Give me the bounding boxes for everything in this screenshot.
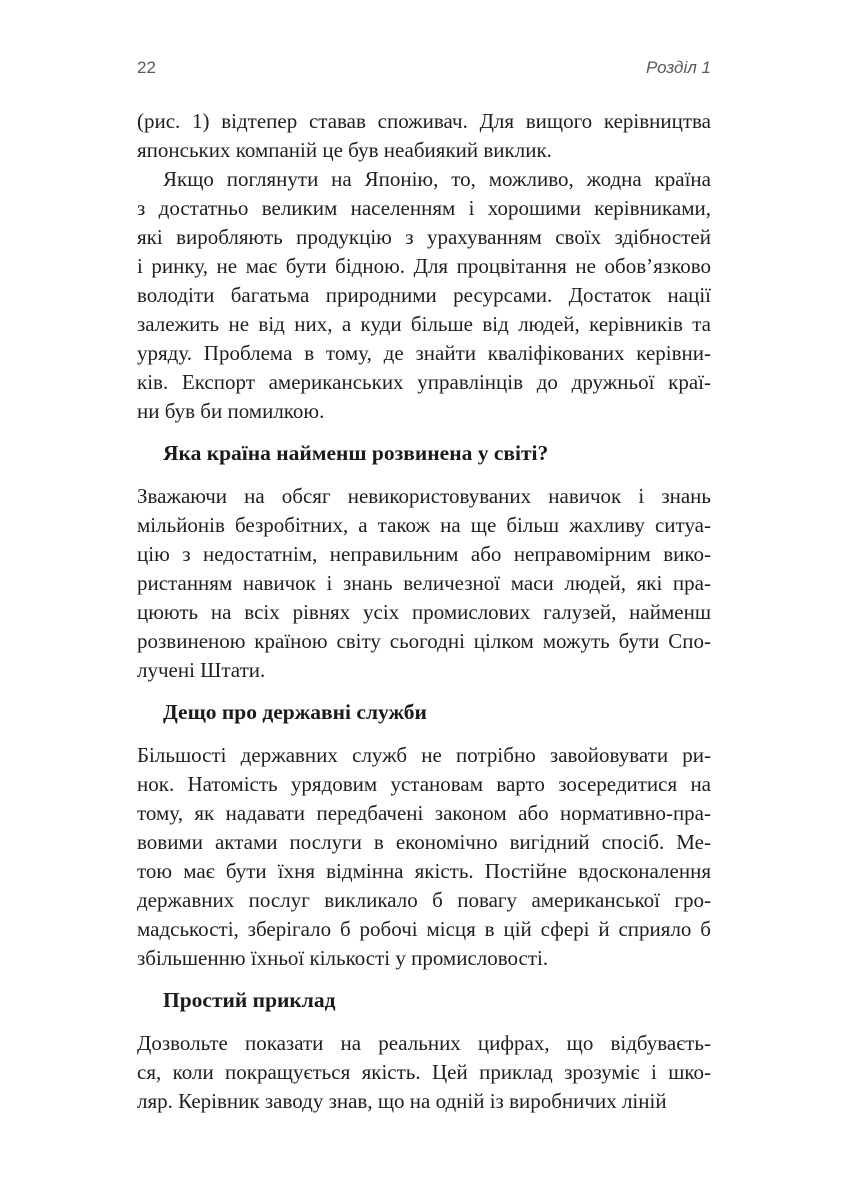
paragraph-line: ся, коли покращується якість. Цей приклад зрозуміє і шко- [137,1060,711,1084]
paragraph-line: тою має бути їхня відмінна якість. Постійне вдосконалення [137,859,711,883]
paragraph-line: мадськості, зберігало б робочі місця в цій сфері й сприяло б [137,917,711,941]
section-heading: Дещо про державні служби [163,700,427,724]
section-heading: Яка країна найменш розвинена у світі? [163,441,549,465]
paragraph-line: які виробляють продукцію з урахуванням своїх здібностей [137,225,711,249]
paragraph-line: з достатньо великим населенням і хорошими керівниками, [137,196,711,220]
paragraph-line: і ринку, не має бути бідною. Для процвітання не обов’язково [137,254,711,278]
paragraph [137,1029,711,1116]
running-header [137,57,711,79]
paragraph-line: мільйонів безробітних, а також на ще більш жахливу ситуа- [137,513,711,537]
paragraph [137,741,711,973]
paragraph-line: Якщо поглянути на Японію, то, можливо, жодна країна [163,167,711,191]
page-body-text [137,107,711,1116]
paragraph-line: ків. Експорт американських управлінців до дружньої краї- [137,370,711,394]
paragraph-line: лучені Штати. [137,658,266,682]
paragraph-line: Дозвольте показати на реальних цифрах, що відбуваєть- [137,1031,711,1055]
paragraph-line: володіти багатьма природними ресурсами. Достаток нації [137,283,711,307]
paragraph-line: вовими актами послуги в економічно вигідний спосіб. Ме- [137,830,711,854]
paragraph-line: нок. Натомість урядовим установам варто зосередитися на [137,772,711,796]
paragraph-line: цюють на всіх рівнях усіх промислових галузей, найменш [137,600,711,624]
page-number: 22 [137,58,156,77]
paragraph-line: японських компаній це був неабиякий виклик. [137,138,552,162]
paragraph [137,107,711,165]
paragraph-line: тому, як надавати передбачені законом або нормативно-пра- [137,801,711,825]
paragraph-line: уряду. Проблема в тому, де знайти кваліфікованих керівни- [137,341,711,365]
paragraph-line: державних послуг викликало б повагу американської гро- [137,888,711,912]
paragraph-line: розвиненою країною світу сьогодні цілком можуть бути Спо- [137,629,711,653]
paragraph-line: залежить не від них, а куди більше від людей, керівників та [137,312,711,336]
section-heading: Простий приклад [163,988,336,1012]
chapter-label: Розділ 1 [645,58,711,77]
paragraph-line: збільшенню їхньої кількості у промисловості. [137,946,549,970]
paragraph-line: ни був би помилкою. [137,399,325,423]
paragraph-line: Зважаючи на обсяг невикористовуваних навичок і знань [137,484,711,508]
paragraph [137,165,711,426]
page-content-column [137,0,711,1116]
paragraph-line: цію з недостатнім, неправильним або неправомірним вико- [137,542,711,566]
paragraph-line: Більшості державних служб не потрібно завойовувати ри- [137,743,711,767]
paragraph-line: ляр. Керівник заводу знав, що на одній із виробничих ліній [137,1089,667,1113]
paragraph [137,482,711,685]
paragraph-line: (рис. 1) відтепер ставав споживач. Для вищого керівництва [137,109,711,133]
paragraph-line: ристанням навичок і знань величезної маси людей, які пра- [137,571,711,595]
